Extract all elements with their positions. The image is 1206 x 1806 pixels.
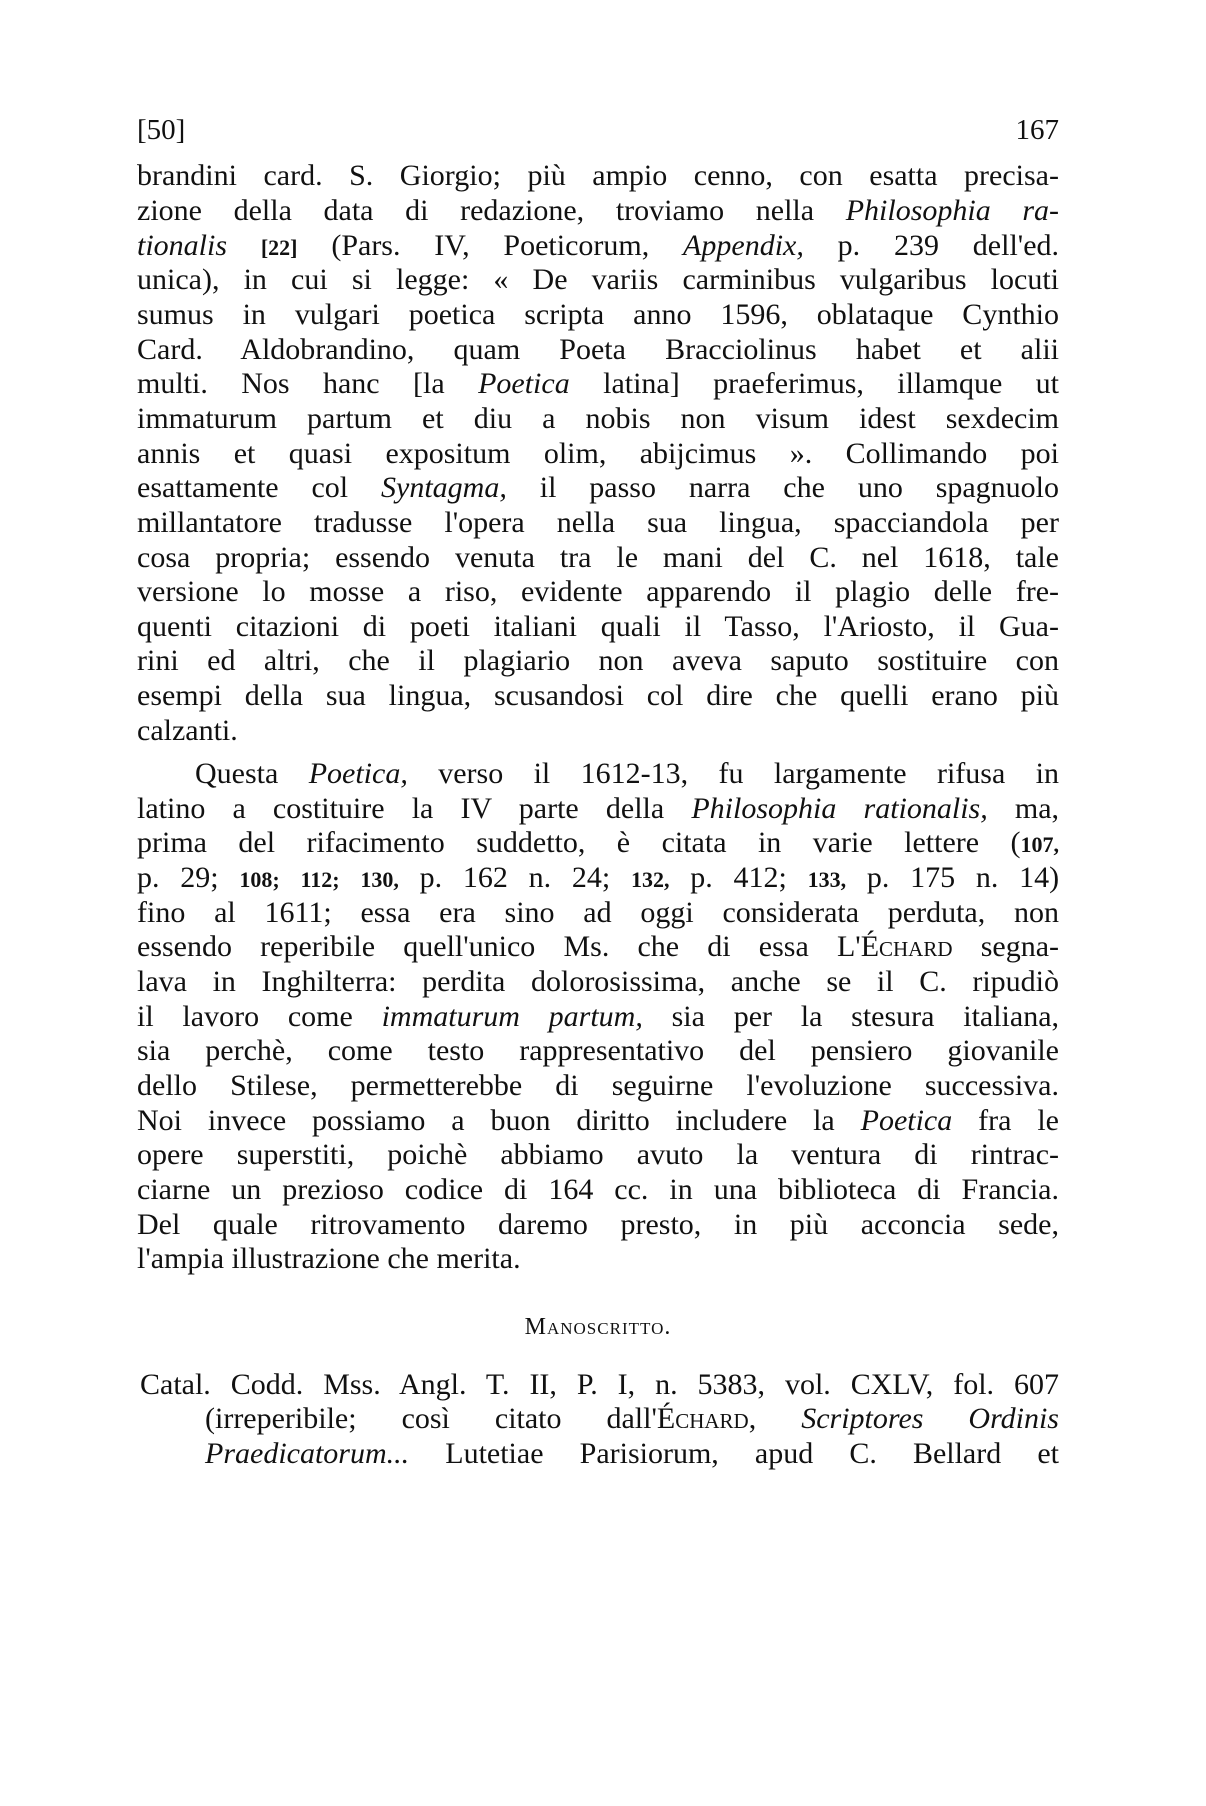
text-line: ciarne un prezioso codice di 164 cc. in una biblioteca di Francia. bbox=[137, 1173, 1059, 1206]
text-line: latino a costituire la IV parte della Philosophia rationalis, ma, bbox=[137, 792, 1060, 825]
text-line: sumus in vulgari poetica scripta anno 1596, oblataque Cynthio bbox=[137, 298, 1059, 331]
text-line: calzanti. bbox=[137, 714, 238, 747]
section-title: Manoscritto. bbox=[524, 1314, 672, 1340]
catalog-line: (irreperibile; così citato dall'Échard, Scriptores Ordinis bbox=[205, 1402, 1059, 1435]
catalog-line: Praedicatorum... Lutetiae Parisiorum, apud C. Bellard et bbox=[205, 1437, 1059, 1470]
page-header bbox=[137, 112, 1059, 148]
text-line: dello Stilese, permetterebbe di seguirne l'evoluzione successiva. bbox=[137, 1069, 1059, 1102]
text-line: il lavoro come immaturum partum, sia per la stesura italiana, bbox=[137, 1000, 1060, 1033]
text-line: lava in Inghilterra: perdita dolorosissima, anche se il C. ripudiò bbox=[137, 965, 1059, 998]
text-line: versione lo mosse a riso, evidente apparendo il plagio delle fre- bbox=[137, 575, 1059, 608]
text-line: annis et quasi expositum olim, abijcimus ». Collimando poi bbox=[137, 437, 1059, 470]
text-line: sia perchè, come testo rappresentativo del pensiero giovanile bbox=[137, 1034, 1059, 1067]
page-signature: [50] bbox=[137, 114, 186, 146]
ref-number: 130, bbox=[360, 867, 399, 892]
text-line: multi. Nos hanc [la Poetica latina] praeferimus, illamque ut bbox=[137, 367, 1060, 400]
text-line: esattamente col Syntagma, il passo narra che uno spagnuolo bbox=[137, 471, 1060, 504]
text-line: fino al 1611; essa era sino ad oggi considerata perduta, non bbox=[137, 896, 1059, 929]
text-line: essendo reperibile quell'unico Ms. che di essa L'Échard segna- bbox=[137, 930, 1059, 963]
text-line: prima del rifacimento suddetto, è citata in varie lettere (107, bbox=[137, 826, 1059, 859]
text-line: Questa Poetica, verso il 1612-13, fu largamente rifusa in bbox=[195, 757, 1060, 790]
ref-number: [22] bbox=[260, 235, 298, 260]
ref-number: 132, bbox=[630, 867, 670, 892]
ref-number: 108; bbox=[239, 867, 280, 892]
text-line: l'ampia illustrazione che merita. bbox=[137, 1242, 521, 1275]
text-line: tionalis [22] (Pars. IV, Poeticorum, Appendix, p. 239 dell'ed. bbox=[137, 229, 1060, 262]
text-line: millantatore tradusse l'opera nella sua lingua, spacciandola per bbox=[137, 506, 1059, 539]
text-line: cosa propria; essendo venuta tra le mani del C. nel 1618, tale bbox=[137, 541, 1059, 574]
ref-number: 107, bbox=[1020, 832, 1059, 857]
text-line: esempi della sua lingua, scusandosi col dire che quelli erano più bbox=[137, 679, 1059, 712]
text-line: unica), in cui si legge: « De variis carminibus vulgaribus locuti bbox=[137, 263, 1059, 296]
text-line: immaturum partum et diu a nobis non visum idest sexdecim bbox=[137, 402, 1059, 435]
text-line: quenti citazioni di poeti italiani quali il Tasso, l'Ariosto, il Gua- bbox=[137, 610, 1059, 643]
text-line: Del quale ritrovamento daremo presto, in più acconcia sede, bbox=[137, 1208, 1059, 1241]
ref-number: 112; bbox=[300, 867, 340, 892]
text-line: Card. Aldobrandino, quam Poeta Bracciolinus habet et alii bbox=[137, 333, 1059, 366]
text-line: opere superstiti, poichè abbiamo avuto la ventura di rintrac- bbox=[137, 1138, 1059, 1171]
text-line: p. 29; 108; 112; 130, p. 162 n. 24; 132, p. 412; 133, p. 175 n. 14) bbox=[137, 861, 1060, 894]
ref-number: 133, bbox=[807, 867, 847, 892]
text-line: rini ed altri, che il plagiario non aveva saputo sostituire con bbox=[137, 644, 1059, 677]
page-number: 167 bbox=[1015, 114, 1059, 146]
text-line: brandini card. S. Giorgio; più ampio cenno, con esatta precisa- bbox=[137, 159, 1059, 192]
catalog-line: Catal. Codd. Mss. Angl. T. II, P. I, n. 5383, vol. CXLV, fol. 607 bbox=[140, 1368, 1059, 1401]
text-line: Noi invece possiamo a buon diritto includere la Poetica fra le bbox=[137, 1104, 1059, 1137]
text-line: zione della data di redazione, troviamo nella Philosophia ra- bbox=[137, 194, 1060, 227]
